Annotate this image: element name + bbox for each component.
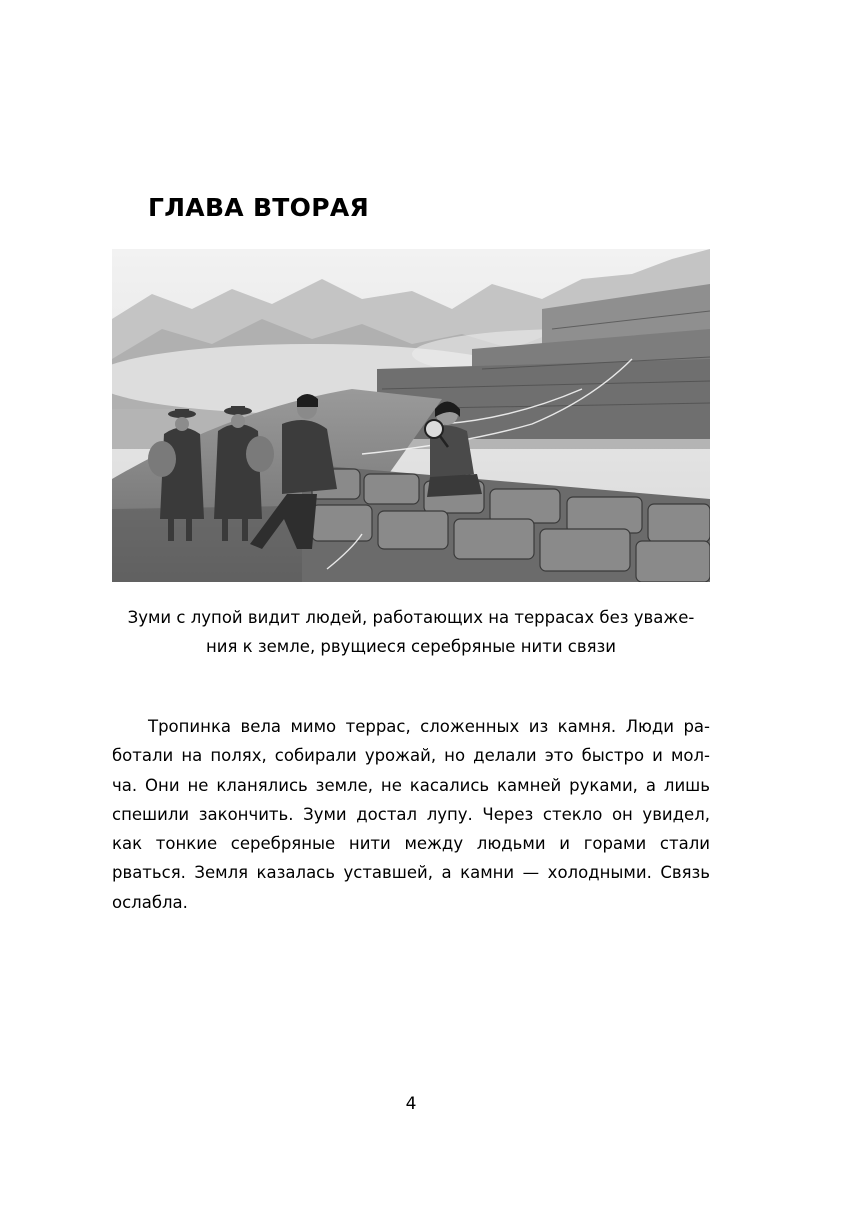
chapter-title: ГЛАВА ВТОРАЯ: [148, 193, 370, 222]
paragraph-line: Тропинка вела мимо террас, сложенных из камня. Люди ра-: [148, 717, 710, 736]
paragraph-line: ботали на полях, собирали урожай, но делали это быстро и мол-: [112, 746, 710, 766]
caption-line: Зуми с лупой видит людей, работающих на террасах без уваже-: [127, 608, 695, 627]
page-number: 4: [405, 1094, 417, 1114]
paragraph-line: спешили закончить. Зуми достал лупу. Через стекло он увидел,: [112, 804, 710, 824]
illustration-drawing: [112, 249, 710, 582]
chapter-illustration: [112, 249, 710, 582]
body-paragraph: [112, 712, 710, 917]
paragraph-line: ослабла.: [112, 892, 188, 912]
paragraph-line: как тонкие серебряные нити между людьми и горами стали: [112, 834, 710, 854]
paragraph-line: ча. Они не кланялись земле, не касались камней руками, а лишь: [112, 775, 710, 795]
caption-line: ния к земле, рвущиеся серебряные нити связи: [205, 637, 617, 656]
illustration-caption: [112, 603, 710, 661]
paragraph-line: рваться. Земля казалась уставшей, а камни — холодными. Связь: [112, 863, 710, 883]
